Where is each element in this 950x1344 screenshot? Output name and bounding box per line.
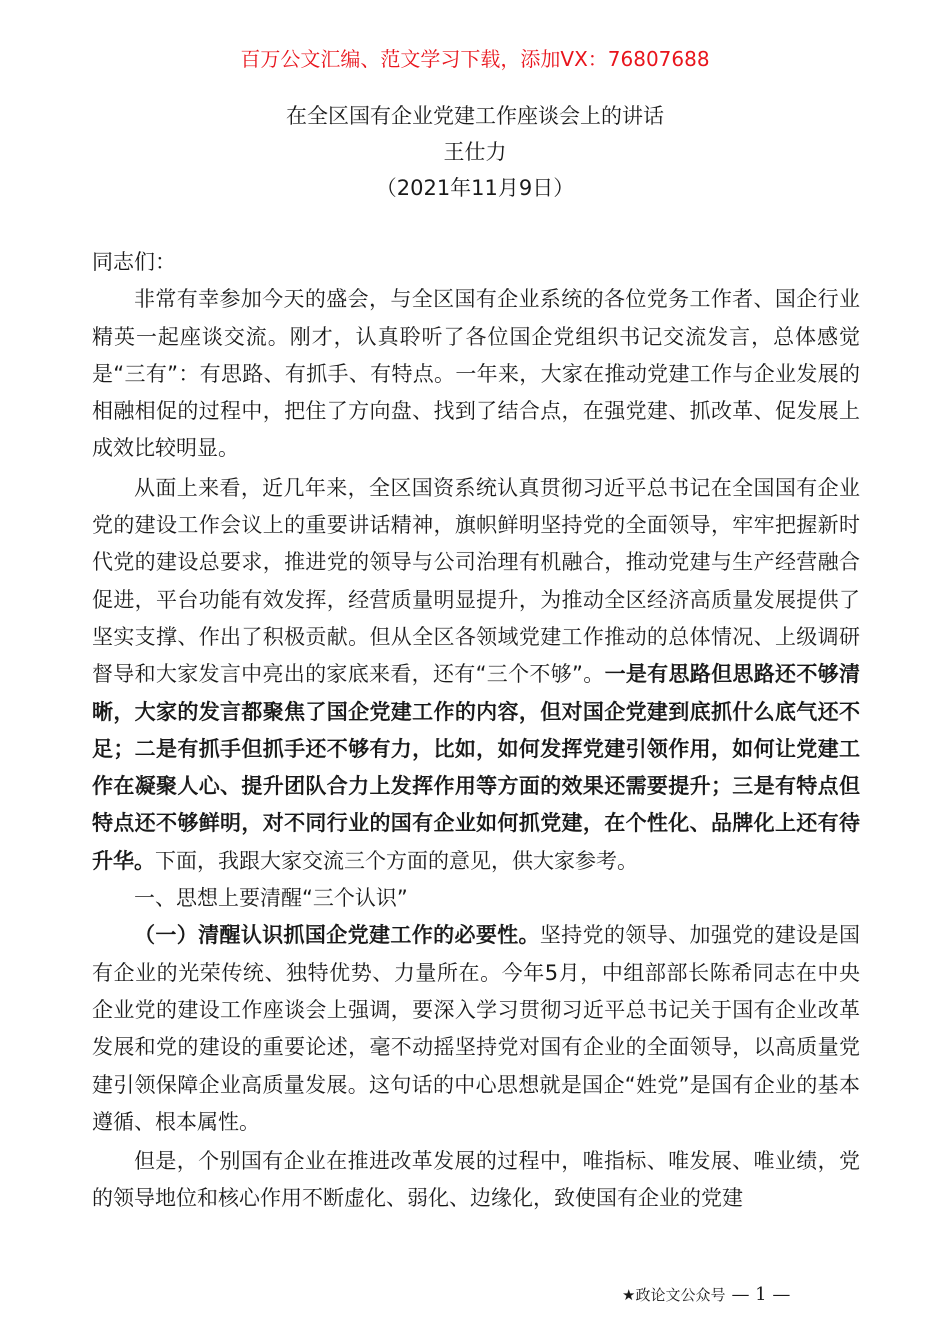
page-footer: [622, 1284, 790, 1306]
paragraph-1: 非常有幸参加今天的盛会，与全区国有企业系统的各位党务工作者、国企行业精英一起座谈交流。刚才，认真聆听了各位国企党组织书记交流发言，总体感觉是“三有”：有思路、有抓手、有特点。一年来，大家在推动党建工作与企业发展的相融相促的过程中，把住了方向盘、找到了结合点，在强党建、抓改革、促发展上成效比较明显。: [92, 287, 860, 461]
paragraph-2: [92, 470, 860, 880]
paragraph-2-emphasis: 一是有思路但思路还不够清晰，大家的发言都聚焦了国企党建工作的内容，但对国企党建到底抓什么底气还不足；二是有抓手但抓手还不够有力，比如，如何发挥党建引领作用，如何让党建工作在凝聚人心、提升团队合力上发挥作用等方面的效果还需要提升；三是有特点但特点还不够鲜明，对不同行业的国有企业如何抓党建，在个性化、品牌化上还有待升华。: [92, 662, 860, 873]
section-heading-1: 一、思想上要清醒“三个认识”: [134, 886, 408, 911]
paragraph-2-tail: 下面，我跟大家交流三个方面的意见，供大家参考。: [155, 848, 638, 873]
paragraph-3-text: 坚持党的领导、加强党的建设是国有企业的光荣传统、独特优势、力量所在。今年5月，中组部部长陈希同志在中央企业党的建设工作座谈会上强调，要深入学习贯彻习近平总书记关于国有企业改革发展和党的建设的重要论述，毫不动摇坚持党对国有企业的全面领导，以高质量党建引领保障企业高质量发展。这句话的中心思想就是国企“姓党”是国有企业的基本遵循、根本属性。: [92, 923, 861, 1134]
paragraph-4: 但是，个别国有企业在推进改革发展的过程中，唯指标、唯发展、唯业绩，党的领导地位和核心作用不断虚化、弱化、边缘化，致使国有企业的党建: [92, 1149, 860, 1211]
speech-body: [92, 244, 860, 1218]
header-watermark-note: 百万公文汇编、范文学习下载，添加VX：76807688: [240, 47, 710, 71]
speech-title-block: [0, 98, 950, 206]
speech-date: （2021年11月9日）: [375, 176, 575, 200]
page-number: — 1 —: [731, 1284, 791, 1305]
footer-source: ★政论文公众号: [622, 1286, 726, 1304]
speech-title: 在全区国有企业党建工作座谈会上的讲话: [286, 104, 664, 128]
speaker-name: 王仕力: [443, 140, 507, 164]
paragraph-2-intro: 从面上来看，近几年来，全区国资系统认真贯彻习近平总书记在全国国有企业党的建设工作会议上的重要讲话精神，旗帜鲜明坚持党的全面领导，牢牢把握新时代党的建设总要求，推进党的领导与公司治理有机融合，推动党建与生产经营融合促进，平台功能有效发挥，经营质量明显提升，为推动全区经济高质量发展提供了坚实支撑、作出了积极贡献。但从全区各领域党建工作推动的总体情况、上级调研督导和大家发言中亮出的家底来看，还有“三个不够”。: [92, 475, 860, 687]
paragraph-3: [92, 917, 860, 1141]
subsection-heading-1: （一）清醒认识抓国企党建工作的必要性。: [134, 923, 540, 948]
salutation: 同志们：: [92, 250, 176, 274]
